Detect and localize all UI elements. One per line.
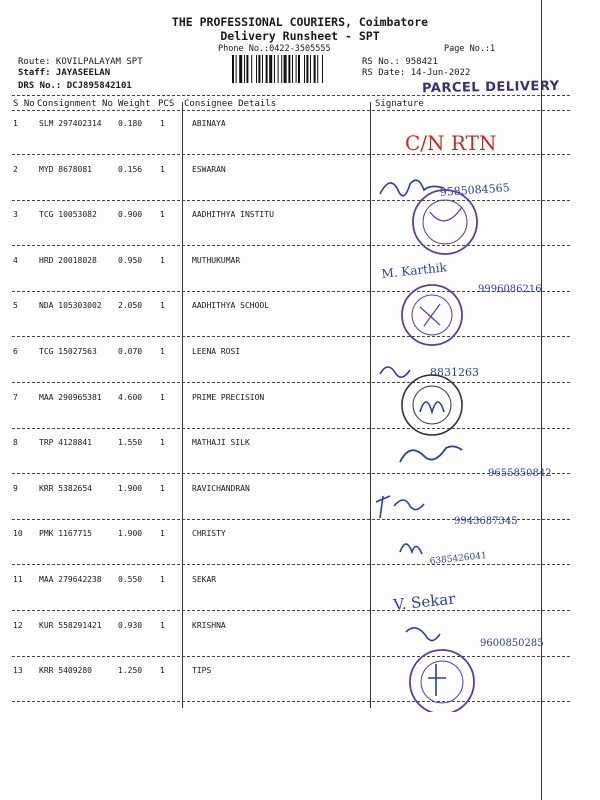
barcode-bar <box>246 55 248 83</box>
row-consignment-no: SLM 297402314 <box>39 119 102 128</box>
barcode-bar <box>239 55 242 83</box>
row-consignment-no: TCG 15027563 <box>39 347 97 356</box>
row-pcs: 1 <box>160 119 165 128</box>
row-consignee: KRISHNA <box>192 620 226 630</box>
row-sno: 13 <box>13 666 23 676</box>
col-signature: Signature <box>375 99 424 109</box>
barcode-bar <box>236 55 237 83</box>
row-sno: 12 <box>13 620 23 630</box>
row-consignment-no: MYD 8678081 <box>39 164 92 174</box>
barcode-bar <box>284 55 287 83</box>
handwritten-phone-row10: 6385426041 <box>429 551 488 567</box>
row-weight: 1.900 <box>118 483 143 493</box>
row-pcs: 1 <box>160 255 165 265</box>
page-number: Page No.:1 <box>444 44 496 54</box>
phone-number: Phone No.:0422-3505555 <box>218 44 331 54</box>
row-weight: 0.930 <box>118 620 143 630</box>
rs-date: RS Date: 14-Jun-2022 <box>362 68 471 78</box>
round-stamp-row7 <box>402 375 462 435</box>
row-pcs: 1 <box>160 483 165 493</box>
col-sno: S No <box>13 99 35 109</box>
row-consignee: ABINAYA <box>192 119 226 128</box>
row-sno: 6 <box>13 347 18 356</box>
row-consignment-no: TCG 10053082 <box>39 210 97 220</box>
barcode-bar <box>288 55 290 83</box>
route: Route: KOVILPALAYAM SPT <box>18 57 143 67</box>
header-top-rule <box>12 95 570 96</box>
row-sno: 9 <box>13 483 18 493</box>
barcode-bar <box>269 55 272 83</box>
col-consignee: Consignee Details <box>184 99 277 109</box>
row-pcs: 1 <box>160 620 165 630</box>
handwritten-name-row4: M. Karthik <box>380 260 448 281</box>
row-consignee: LEENA ROSI <box>192 347 241 356</box>
row-consignee: PRIME PRECISION <box>192 392 265 402</box>
parcel-delivery-stamp: PARCEL DELIVERY <box>421 78 560 97</box>
row-sno: 5 <box>13 301 18 311</box>
barcode-bar <box>322 55 323 83</box>
barcode-bar <box>292 55 293 83</box>
handwritten-phone-row9: 9943687345 <box>454 516 518 527</box>
handwritten-phone-row2: 9585084565 <box>439 181 511 199</box>
handwritten-phone-row8: 9655850842 <box>488 468 552 479</box>
barcode-bar <box>281 55 282 83</box>
handwritten-cn-rtn: C/N RTN <box>405 131 497 155</box>
row-consignee: MUTHUKUMAR <box>192 255 241 265</box>
barcode-bar <box>296 55 297 83</box>
row-weight: 1.900 <box>118 529 143 539</box>
barcode-bar <box>256 55 257 83</box>
row-sno: 7 <box>13 392 18 402</box>
row-weight: 0.070 <box>118 347 143 356</box>
row-sno: 1 <box>13 119 18 128</box>
handwritten-phone-row4: 9996086216 <box>478 284 542 295</box>
row-pcs: 1 <box>160 347 165 356</box>
row-sno: 10 <box>13 529 23 539</box>
col-pcs: PCS <box>158 99 175 109</box>
row-consignee: CHRISTY <box>192 529 226 539</box>
barcode-bar <box>262 55 263 83</box>
row-sno: 3 <box>13 210 18 220</box>
document-title: Delivery Runsheet - SPT <box>220 29 380 43</box>
row-consignment-no: KRR 5382654 <box>39 483 92 493</box>
row-weight: 0.950 <box>118 255 143 265</box>
barcode-bar <box>244 55 245 83</box>
signature-row8 <box>400 446 462 462</box>
col-consignment: Consignment No <box>37 99 113 109</box>
row-weight: 1.250 <box>118 666 143 676</box>
row-pcs: 1 <box>160 529 165 539</box>
row-pcs: 1 <box>160 164 165 174</box>
barcode-bar <box>304 55 305 83</box>
row-consignee: SEKAR <box>192 575 217 584</box>
row-weight: 0.156 <box>118 164 143 174</box>
round-stamp-row3 <box>413 190 477 254</box>
barcode-bar <box>251 55 252 83</box>
handwritten-phone-row6: 8831263 <box>430 366 479 379</box>
barcode-bar <box>278 55 279 83</box>
row-pcs: 1 <box>160 392 165 402</box>
row-consignment-no: MAA 279642238 <box>39 575 102 584</box>
row-consignment-no: HRD 20018028 <box>39 255 97 265</box>
signature-row6 <box>380 367 410 377</box>
col-weight: Weight <box>118 99 151 109</box>
signature-row9 <box>376 496 424 518</box>
row-pcs: 1 <box>160 301 165 311</box>
row-pcs: 1 <box>160 210 165 220</box>
row-weight: 2.050 <box>118 301 143 311</box>
barcode-bar <box>258 55 260 83</box>
barcode-bar <box>232 55 234 83</box>
staff: Staff: JAYASEELAN <box>18 68 111 78</box>
signature-row2 <box>380 180 444 196</box>
row-consignment-no: KRR 5409280 <box>39 666 92 676</box>
barcode-bar <box>274 55 275 83</box>
barcode-bar <box>314 55 316 83</box>
barcode-bar <box>266 55 268 83</box>
round-stamp-row5 <box>402 285 462 345</box>
handwritten-phone-row12: 9600850285 <box>480 638 544 649</box>
row-weight: 1.550 <box>118 438 143 448</box>
handwritten-name-row11: V. Sekar <box>392 589 457 614</box>
signature-row10 <box>400 544 422 554</box>
header-bottom-rule <box>12 110 570 111</box>
column-divider-consignee <box>182 102 183 708</box>
barcode <box>232 55 352 83</box>
round-stamp-row13 <box>410 650 474 712</box>
row-consignment-no: MAA 290965381 <box>39 392 102 402</box>
row-consignment-no: PMK 1167715 <box>39 529 92 539</box>
row-pcs: 1 <box>160 575 165 584</box>
barcode-bar <box>310 55 311 83</box>
signature-row12 <box>406 628 440 641</box>
drs-number: DRS No.: DCJ895842101 <box>18 81 132 91</box>
barcode-bar <box>306 55 308 83</box>
row-consignment-no: TRP 4128841 <box>39 438 92 448</box>
row-pcs: 1 <box>160 666 165 676</box>
rs-number: RS No.: 958421 <box>362 57 438 67</box>
row-sno: 2 <box>13 164 18 174</box>
row-sno: 8 <box>13 438 18 448</box>
company-name: THE PROFESSIONAL COURIERS, Coimbatore <box>171 15 429 29</box>
row-consignee: TIPS <box>192 666 212 676</box>
row-sno: 11 <box>13 575 23 584</box>
row-consignee: AADHITHYA INSTITU <box>192 210 274 220</box>
barcode-bar <box>317 55 318 83</box>
row-consignment-no: KUR 558291421 <box>39 620 102 630</box>
row-consignee: MATHAJI SILK <box>192 438 250 448</box>
row-sno: 4 <box>13 255 18 265</box>
row-consignee: ESWARAN <box>192 164 226 174</box>
row-pcs: 1 <box>160 438 165 448</box>
row-weight: 0.180 <box>118 119 143 128</box>
row-consignment-no: NDA 105303002 <box>39 301 102 311</box>
row-weight: 4.600 <box>118 392 143 402</box>
signature-area <box>370 112 570 712</box>
row-consignee: RAVICHANDRAN <box>192 483 250 493</box>
row-consignee: AADHITHYA SCHOOL <box>192 301 270 311</box>
barcode-bar <box>298 55 300 83</box>
row-weight: 0.550 <box>118 575 143 584</box>
row-weight: 0.900 <box>118 210 143 220</box>
